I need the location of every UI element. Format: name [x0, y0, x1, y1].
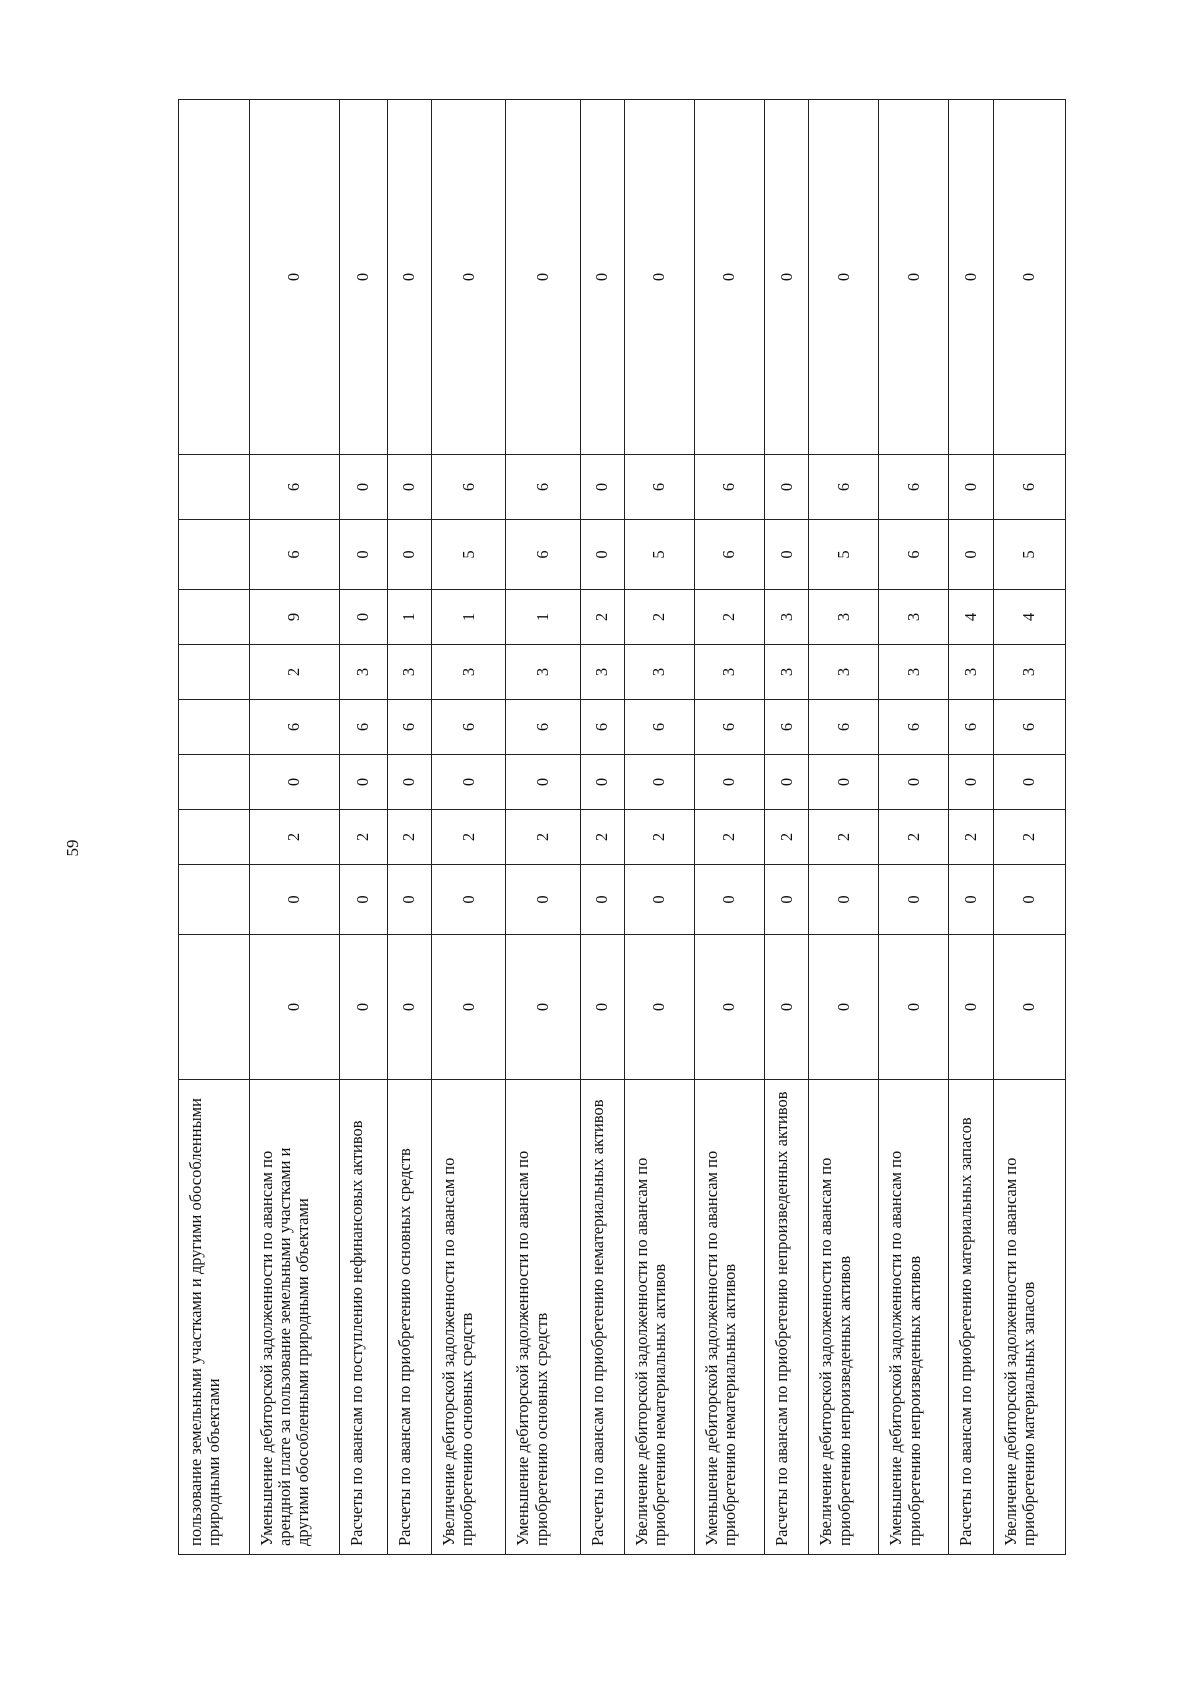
code-digit-cell: 6 [387, 700, 432, 755]
code-digit-cell [179, 645, 250, 700]
code-digit-cell: 0 [993, 100, 1065, 455]
code-digit-cell: 0 [695, 865, 765, 935]
code-digit-cell: 2 [250, 810, 340, 865]
code-digit-cell [179, 865, 250, 935]
table-row [809, 100, 879, 1555]
code-digit-cell: 6 [993, 700, 1065, 755]
code-digit-cell: 6 [879, 520, 949, 590]
code-digit-cell: 6 [695, 700, 765, 755]
code-digit-cell: 0 [340, 865, 388, 935]
code-digit-cell: 3 [809, 645, 879, 700]
code-digit-cell: 0 [340, 455, 388, 520]
code-digit-cell: 0 [250, 865, 340, 935]
code-digit-cell: 0 [625, 755, 695, 810]
table-row [432, 100, 506, 1555]
code-digit-cell: 6 [250, 455, 340, 520]
row-label: Уменьшение дебиторской задолженности по авансам по приобретению нематериальных активов [695, 1080, 765, 1555]
code-digit-cell: 5 [993, 520, 1065, 590]
code-digit-cell: 0 [949, 455, 994, 520]
code-digit-cell: 3 [949, 645, 994, 700]
code-digit-cell: 0 [340, 935, 388, 1080]
row-label: Увеличение дебиторской задолженности по авансам по приобретению непроизведенных активов [809, 1080, 879, 1555]
table-row [949, 100, 994, 1555]
code-digit-cell [179, 455, 250, 520]
code-digit-cell: 0 [764, 520, 809, 590]
code-digit-cell: 0 [993, 935, 1065, 1080]
code-digit-cell [179, 935, 250, 1080]
code-digit-cell: 3 [580, 645, 625, 700]
code-digit-cell: 0 [625, 865, 695, 935]
code-digit-cell: 0 [764, 100, 809, 455]
row-label: Расчеты по авансам по поступлению нефинансовых активов [340, 1080, 388, 1555]
code-digit-cell: 0 [340, 520, 388, 590]
code-digit-cell: 0 [809, 935, 879, 1080]
code-digit-cell: 1 [506, 590, 580, 645]
row-label: Увеличение дебиторской задолженности по авансам по приобретению материальных запасов [993, 1080, 1065, 1555]
code-digit-cell: 2 [340, 810, 388, 865]
code-digit-cell: 6 [625, 455, 695, 520]
code-digit-cell: 6 [809, 455, 879, 520]
code-digit-cell: 6 [250, 520, 340, 590]
code-digit-cell: 6 [432, 700, 506, 755]
code-digit-cell: 0 [387, 865, 432, 935]
row-label: Уменьшение дебиторской задолженности по авансам по приобретению непроизведенных активов [879, 1080, 949, 1555]
row-label: Расчеты по авансам по приобретению нематериальных активов [580, 1080, 625, 1555]
code-digit-cell: 2 [387, 810, 432, 865]
code-digit-cell: 2 [695, 810, 765, 865]
table-row [387, 100, 432, 1555]
code-digit-cell: 0 [879, 935, 949, 1080]
code-digit-cell: 2 [250, 645, 340, 700]
code-digit-cell: 3 [809, 590, 879, 645]
code-digit-cell: 6 [879, 455, 949, 520]
table-row [506, 100, 580, 1555]
code-digit-cell: 0 [432, 100, 506, 455]
code-digit-cell: 5 [432, 520, 506, 590]
code-digit-cell: 0 [949, 865, 994, 935]
code-digit-cell: 0 [250, 100, 340, 455]
code-digit-cell: 3 [764, 590, 809, 645]
table-row [250, 100, 340, 1555]
code-digit-cell: 0 [506, 865, 580, 935]
code-digit-cell: 3 [340, 645, 388, 700]
code-digit-cell: 0 [695, 755, 765, 810]
accounts-table [178, 99, 1066, 1555]
code-digit-cell: 0 [387, 455, 432, 520]
code-digit-cell: 2 [625, 590, 695, 645]
code-digit-cell: 0 [506, 935, 580, 1080]
code-digit-cell: 0 [949, 100, 994, 455]
code-digit-cell: 0 [879, 865, 949, 935]
code-digit-cell: 1 [387, 590, 432, 645]
code-digit-cell: 4 [993, 590, 1065, 645]
code-digit-cell: 6 [695, 520, 765, 590]
code-digit-cell: 2 [580, 590, 625, 645]
code-digit-cell: 0 [764, 755, 809, 810]
code-digit-cell: 3 [879, 645, 949, 700]
row-label: Увеличение дебиторской задолженности по авансам по приобретению основных средств [432, 1080, 506, 1555]
code-digit-cell: 0 [879, 100, 949, 455]
table-row [695, 100, 765, 1555]
code-digit-cell: 6 [625, 700, 695, 755]
row-label: Уменьшение дебиторской задолженности по авансам по приобретению основных средств [506, 1080, 580, 1555]
code-digit-cell: 0 [387, 520, 432, 590]
code-digit-cell: 0 [764, 865, 809, 935]
code-digit-cell: 0 [993, 755, 1065, 810]
code-digit-cell: 0 [580, 935, 625, 1080]
code-digit-cell: 6 [949, 700, 994, 755]
code-digit-cell: 3 [764, 645, 809, 700]
code-digit-cell: 6 [764, 700, 809, 755]
code-digit-cell: 0 [340, 100, 388, 455]
code-digit-cell: 0 [993, 865, 1065, 935]
code-digit-cell: 6 [879, 700, 949, 755]
code-digit-cell: 0 [809, 755, 879, 810]
code-digit-cell: 0 [580, 865, 625, 935]
code-digit-cell: 6 [993, 455, 1065, 520]
code-digit-cell: 6 [506, 700, 580, 755]
code-digit-cell [179, 700, 250, 755]
code-digit-cell: 5 [809, 520, 879, 590]
code-digit-cell: 0 [340, 755, 388, 810]
code-digit-cell: 0 [695, 935, 765, 1080]
code-digit-cell: 2 [695, 590, 765, 645]
code-digit-cell: 0 [506, 100, 580, 455]
code-digit-cell: 0 [764, 935, 809, 1080]
table-row [993, 100, 1065, 1555]
code-digit-cell: 5 [625, 520, 695, 590]
page-number: 59 [63, 839, 82, 857]
code-digit-cell: 0 [580, 455, 625, 520]
table-row [580, 100, 625, 1555]
row-label: Расчеты по авансам по приобретению материальных запасов [949, 1080, 994, 1555]
code-digit-cell: 0 [949, 520, 994, 590]
code-digit-cell: 1 [432, 590, 506, 645]
code-digit-cell: 0 [250, 935, 340, 1080]
code-digit-cell: 2 [625, 810, 695, 865]
code-digit-cell: 0 [949, 935, 994, 1080]
code-digit-cell: 0 [580, 755, 625, 810]
code-digit-cell: 2 [993, 810, 1065, 865]
table-row [625, 100, 695, 1555]
code-digit-cell: 2 [432, 810, 506, 865]
code-digit-cell: 6 [695, 455, 765, 520]
code-digit-cell: 6 [809, 700, 879, 755]
code-digit-cell: 0 [695, 100, 765, 455]
code-digit-cell: 0 [580, 100, 625, 455]
code-digit-cell: 2 [580, 810, 625, 865]
row-label: Уменьшение дебиторской задолженности по авансам по арендной плате за пользование земельными участками и другими обособленными природными объектами [250, 1080, 340, 1555]
code-digit-cell [179, 100, 250, 455]
code-digit-cell: 3 [387, 645, 432, 700]
code-digit-cell: 2 [879, 810, 949, 865]
row-label: пользование земельными участками и другими обособленными природными объектами [179, 1080, 250, 1555]
code-digit-cell: 2 [949, 810, 994, 865]
code-digit-cell: 0 [625, 100, 695, 455]
code-digit-cell: 2 [506, 810, 580, 865]
code-digit-cell: 0 [809, 865, 879, 935]
table-body [179, 100, 1066, 1555]
row-label: Расчеты по авансам по приобретению непроизведенных активов [764, 1080, 809, 1555]
code-digit-cell: 2 [764, 810, 809, 865]
code-digit-cell: 2 [809, 810, 879, 865]
code-digit-cell: 3 [432, 645, 506, 700]
row-label: Увеличение дебиторской задолженности по авансам по приобретению нематериальных активов [625, 1080, 695, 1555]
code-digit-cell: 0 [764, 455, 809, 520]
code-digit-cell: 9 [250, 590, 340, 645]
code-digit-cell: 6 [506, 520, 580, 590]
code-digit-cell: 0 [625, 935, 695, 1080]
code-digit-cell: 6 [432, 455, 506, 520]
code-digit-cell: 0 [879, 755, 949, 810]
code-digit-cell: 0 [432, 865, 506, 935]
code-digit-cell: 0 [387, 935, 432, 1080]
code-digit-cell: 3 [625, 645, 695, 700]
table-row [879, 100, 949, 1555]
code-digit-cell: 0 [809, 100, 879, 455]
code-digit-cell: 0 [432, 935, 506, 1080]
code-digit-cell: 0 [340, 590, 388, 645]
code-digit-cell: 0 [580, 520, 625, 590]
code-digit-cell: 3 [879, 590, 949, 645]
row-label: Расчеты по авансам по приобретению основных средств [387, 1080, 432, 1555]
accounts-table-wrapper [178, 100, 1066, 1555]
code-digit-cell: 6 [580, 700, 625, 755]
code-digit-cell: 6 [250, 700, 340, 755]
code-digit-cell [179, 590, 250, 645]
code-digit-cell: 0 [387, 100, 432, 455]
code-digit-cell: 3 [506, 645, 580, 700]
code-digit-cell: 3 [993, 645, 1065, 700]
code-digit-cell: 6 [506, 455, 580, 520]
code-digit-cell [179, 755, 250, 810]
code-digit-cell: 4 [949, 590, 994, 645]
code-digit-cell: 0 [506, 755, 580, 810]
table-row [764, 100, 809, 1555]
code-digit-cell: 0 [250, 755, 340, 810]
table-row [340, 100, 388, 1555]
code-digit-cell: 3 [695, 645, 765, 700]
code-digit-cell: 0 [387, 755, 432, 810]
code-digit-cell [179, 520, 250, 590]
code-digit-cell: 6 [340, 700, 388, 755]
table-row [179, 100, 250, 1555]
code-digit-cell: 0 [949, 755, 994, 810]
code-digit-cell [179, 810, 250, 865]
code-digit-cell: 0 [432, 755, 506, 810]
